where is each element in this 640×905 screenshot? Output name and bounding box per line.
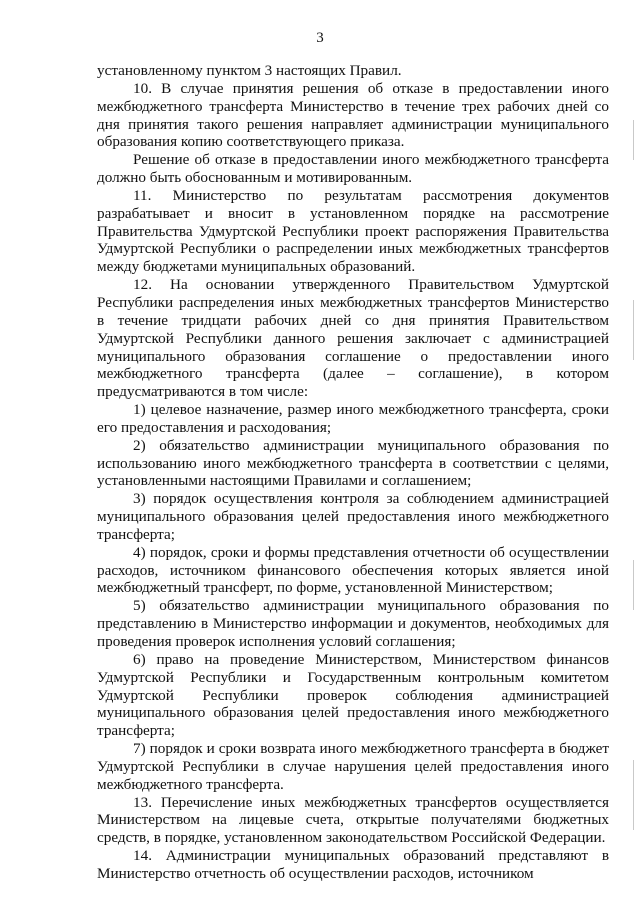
scan-edge-mark [633, 760, 634, 830]
list-item-3: 3) порядок осуществления контроля за соблюдением администрацией муниципального образования целей предоставления иного межбюджетного трансферта; [97, 490, 609, 543]
scan-edge-mark [633, 300, 634, 360]
list-item-4: 4) порядок, сроки и формы представления отчетности об осуществлении расходов, источником финансового обеспечения которых является иной межбюджетный трансферт, по форме, установленной Министерством; [97, 543, 609, 597]
paragraph-clause-13: 13. Перечисление иных межбюджетных трансфертов осуществляется Министерством на лицевые счета, открытые получателями бюджетных средств, в порядке, установленном законодательством Российской Федерации. [97, 793, 609, 847]
paragraph-clause-12: 12. На основании утвержденного Правительством Удмуртской Республики распределения иных межбюджетных трансфертов Министерство в течение тридцати рабочих дней со дня принятия Правительством Удмуртской Республики данного решения заключает с администрацией муниципального образования соглашение о предоставлении иного межбюджетного трансферта (далее – соглашение), в котором предусматриваются в том числе: [97, 276, 609, 401]
paragraph-refusal-justification: Решение об отказе в предоставлении иного межбюджетного трансферта должно быть обоснованным и мотивированным. [97, 151, 609, 187]
list-item-7: 7) порядок и сроки возврата иного межбюджетного трансферта в бюджет Удмуртской Республики в случае нарушения целей предоставления иного межбюджетного трансферта. [97, 740, 609, 793]
paragraph-clause-11: 11. Министерство по результатам рассмотрения документов разрабатывает и вносит в установленном порядке на рассмотрение Правительства Удмуртской Республики проект распоряжения Правительства Удмуртской Республики о распределении иных межбюджетных трансфертов между бюджетами муниципальных образований. [97, 186, 609, 276]
list-item-2: 2) обязательство администрации муниципального образования по использованию иного межбюджетного трансферта в соответствии с целями, установленными настоящими Правилами и соглашением; [97, 436, 609, 490]
list-item-1: 1) целевое назначение, размер иного межбюджетного трансферта, сроки его предоставления и расходования; [97, 401, 609, 436]
page-number: 3 [316, 30, 324, 46]
paragraph-clause-10: 10. В случае принятия решения об отказе в предоставлении иного межбюджетного трансферта Министерство в течение трех рабочих дней со дня принятия такого решения направляет администрации муниципального образования копию соответствующего приказа. [97, 79, 609, 151]
paragraph-continuation: установленному пунктом 3 настоящих Правил. [97, 62, 402, 79]
list-item-6: 6) право на проведение Министерством, Министерством финансов Удмуртской Республики и Государственным контрольным комитетом Удмуртской Республики проверок соблюдения администрацией муниципального образования целей предоставления иного межбюджетного трансферта; [97, 650, 609, 740]
document-body [97, 62, 609, 883]
scan-edge-mark [633, 560, 634, 610]
paragraph-clause-14: 14. Администрации муниципальных образований представляют в Министерство отчетность об осуществлении расходов, источником [97, 847, 609, 882]
scan-edge-mark [633, 120, 634, 160]
list-item-5: 5) обязательство администрации муниципального образования по представлению в Министерство информации и документов, необходимых для проведения проверок исполнения условий соглашения; [97, 597, 609, 650]
